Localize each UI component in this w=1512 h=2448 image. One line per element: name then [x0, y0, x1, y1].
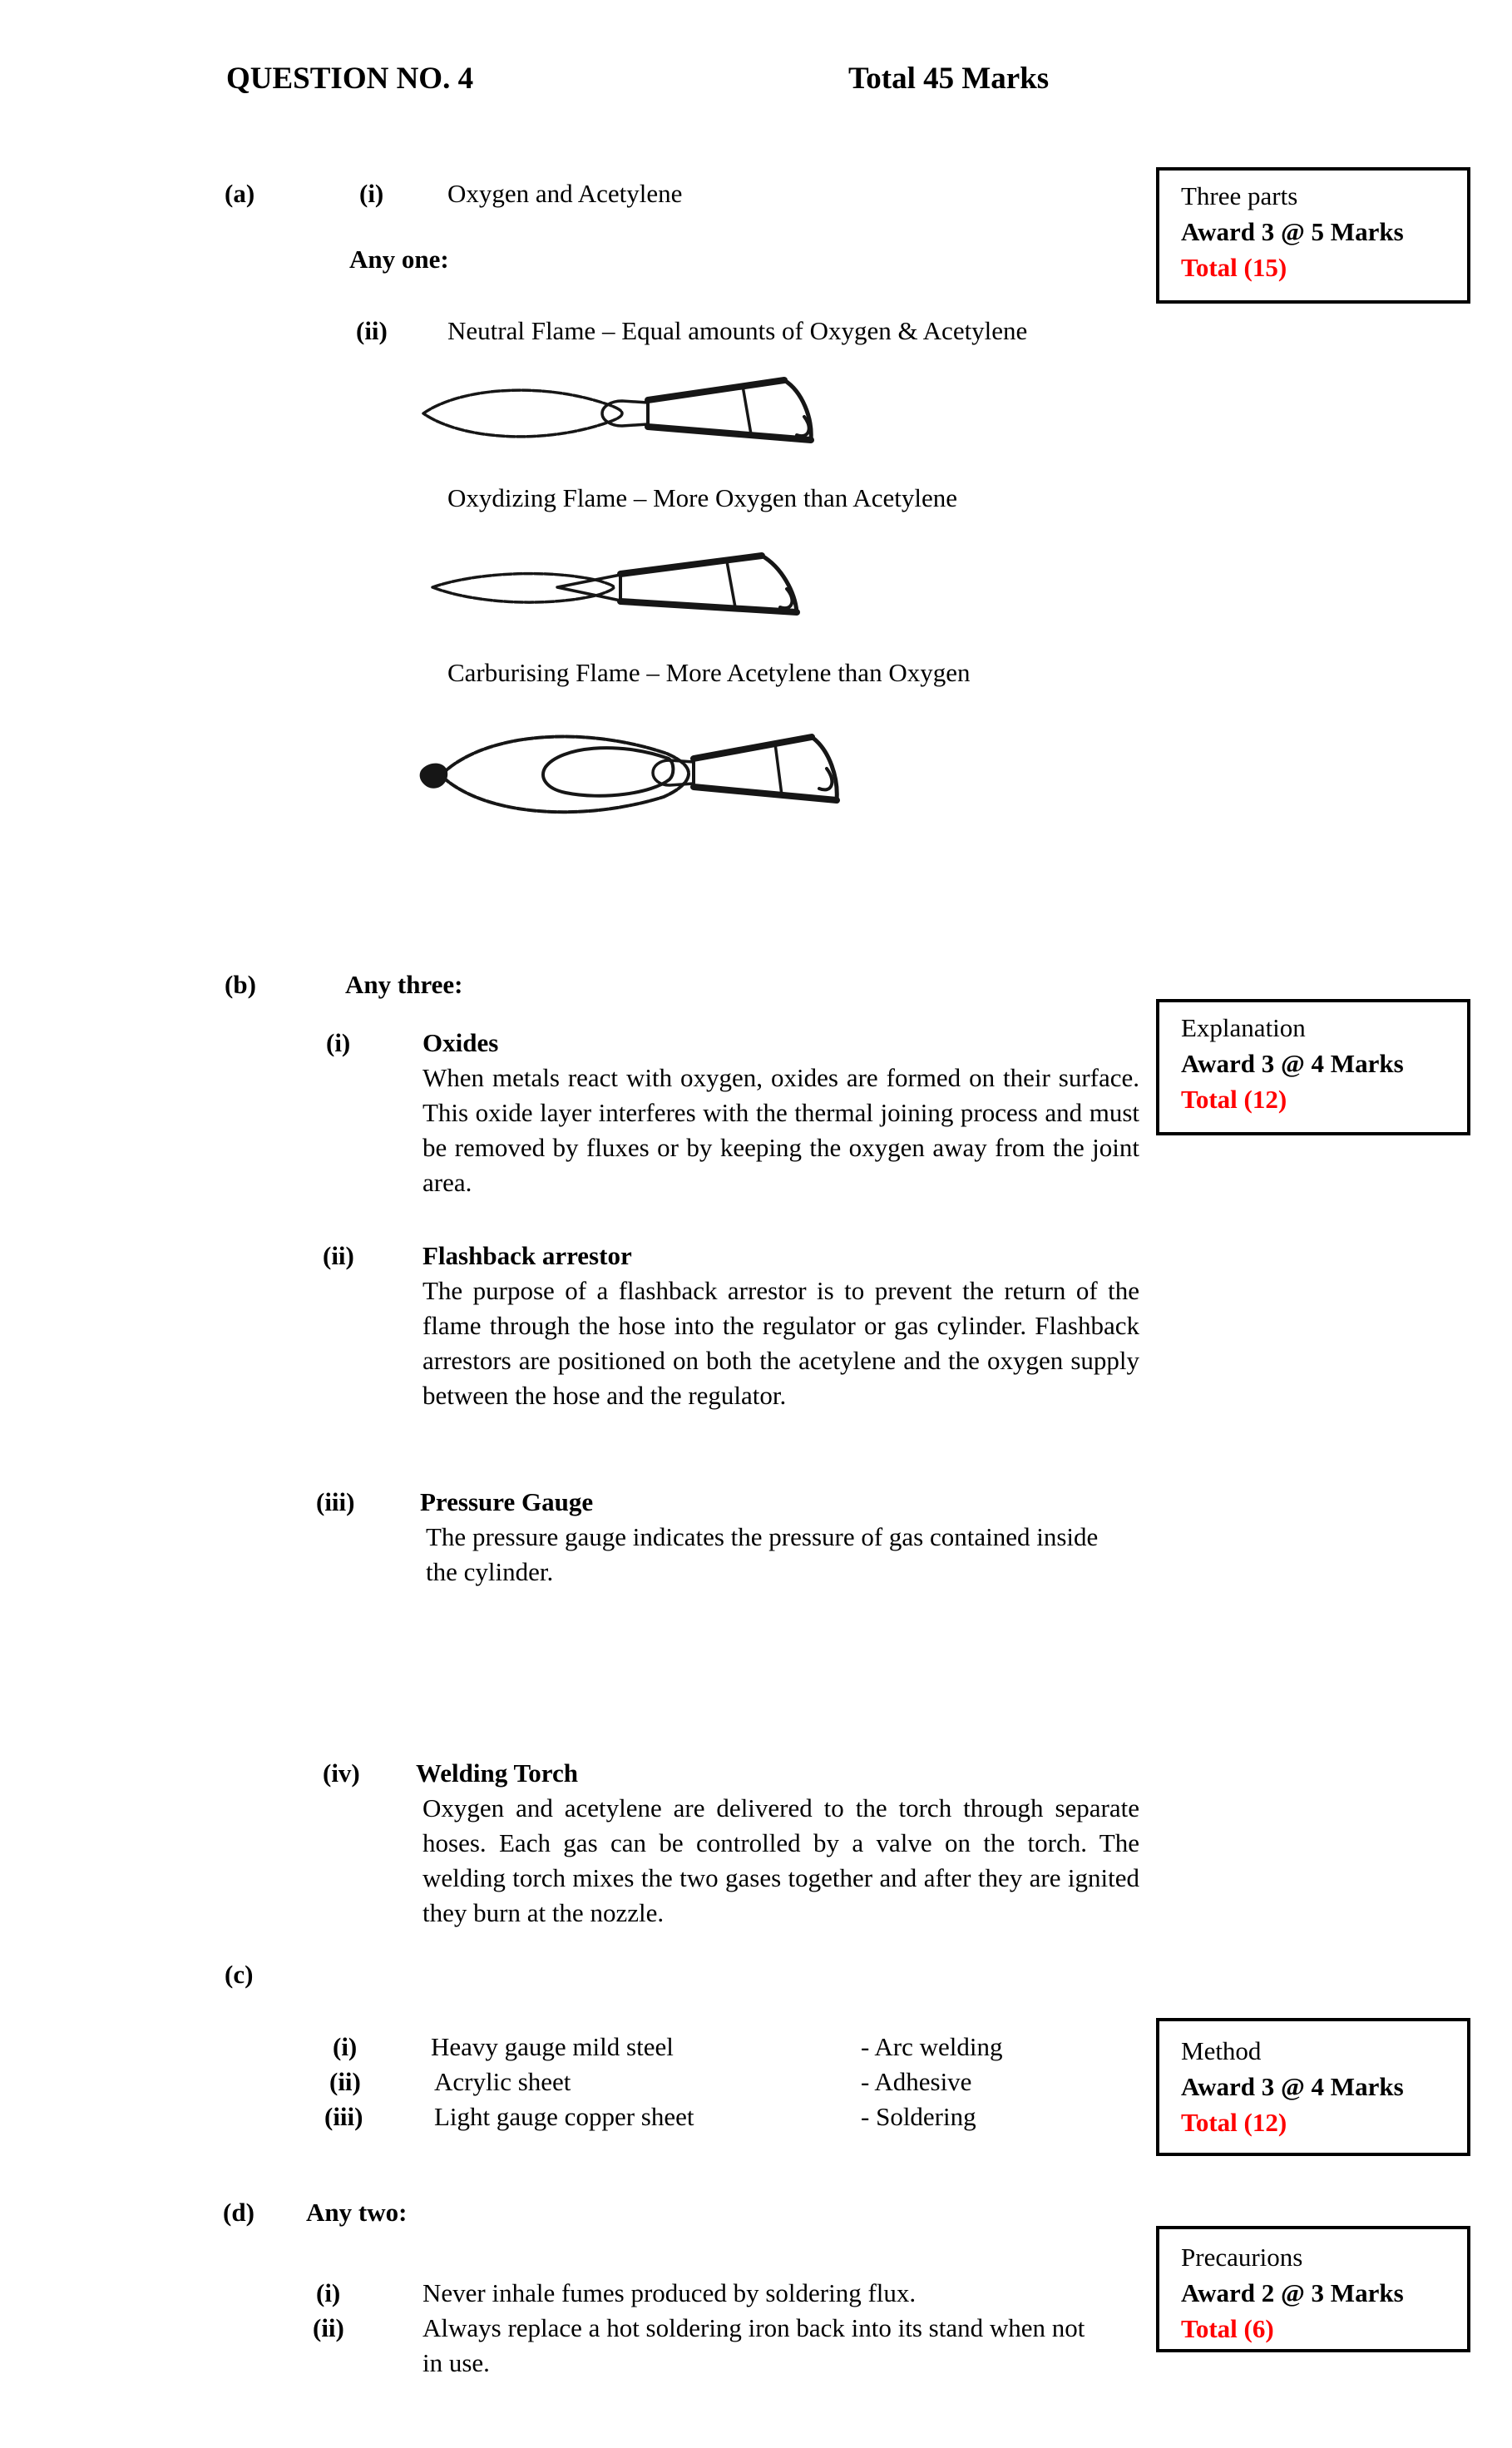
oxidizing-flame-diagram [426, 549, 885, 622]
d-item-i-text: Never inhale fumes produced by soldering flux. [422, 2278, 917, 2307]
b-item-ii-num: (ii) [323, 1241, 354, 1270]
marks-box-c-category: Method [1181, 2036, 1262, 2065]
neutral-flame-diagram [413, 370, 846, 453]
marks-box-a-award: Award 3 @ 5 Marks [1181, 217, 1404, 246]
b-item-i-heading: Oxides [422, 1028, 499, 1057]
section-a-item-ii-num: (ii) [356, 316, 388, 345]
section-c-letter: (c) [225, 1960, 254, 1989]
any-one-label: Any one: [349, 245, 449, 274]
carburising-flame-diagram [418, 714, 882, 838]
marks-box-c-award: Award 3 @ 4 Marks [1181, 2072, 1404, 2101]
c-row-2-method: - Adhesive [861, 2067, 972, 2096]
d-item-ii-num: (ii) [313, 2313, 344, 2342]
c-row-2-num: (ii) [329, 2067, 361, 2096]
marks-box-b-award: Award 3 @ 4 Marks [1181, 1049, 1404, 1078]
b-item-i-body: When metals react with oxygen, oxides are formed on their surface. This oxide layer interferes with the thermal joining process and must be removed by fluxes or by keeping the oxygen away from the joint area. [422, 1063, 1139, 1197]
marks-box-d-award: Award 2 @ 3 Marks [1181, 2278, 1404, 2307]
marks-box-b-total: Total (12) [1181, 1085, 1287, 1114]
marks-box-a-category: Three parts [1181, 181, 1298, 210]
c-row-3-num: (iii) [324, 2102, 363, 2131]
c-row-3-method: - Soldering [861, 2102, 976, 2131]
section-a-item-i-text: Oxygen and Acetylene [447, 179, 683, 208]
any-three-label: Any three: [345, 970, 463, 999]
c-row-1-method: - Arc welding [861, 2032, 1003, 2061]
b-item-iii-heading: Pressure Gauge [420, 1487, 594, 1516]
marks-box-section-b [1156, 999, 1470, 1135]
question-title: QUESTION NO. 4 [226, 62, 474, 96]
b-item-i-num: (i) [326, 1028, 351, 1057]
b-item-ii-body: The purpose of a flashback arrestor is to prevent the return of the flame through the hose into the regulator or gas cylinder. Flashback arrestors are positioned on both the acetylene and the oxygen supply between the hose and the regulator. [422, 1276, 1139, 1410]
d-item-i-num: (i) [316, 2278, 341, 2307]
marks-box-c-total: Total (12) [1181, 2108, 1287, 2137]
c-row-1-material: Heavy gauge mild steel [431, 2032, 674, 2061]
c-row-2-material: Acrylic sheet [434, 2067, 571, 2096]
b-item-iii-num: (iii) [316, 1487, 355, 1516]
marks-box-d-total: Total (6) [1181, 2314, 1274, 2343]
total-marks-label: Total 45 Marks [848, 62, 1050, 96]
b-item-iii-body: The pressure gauge indicates the pressure of gas contained inside the cylinder. [426, 1522, 1099, 1586]
c-row-1-num: (i) [333, 2032, 358, 2061]
marks-box-section-a [1156, 167, 1470, 304]
section-a-item-i-num: (i) [359, 179, 384, 208]
b-item-iv-body: Oxygen and acetylene are delivered to the torch through separate hoses. Each gas can be controlled by a valve on the torch. The welding torch mixes the two gases together and after they are ignited they burn at the nozzle. [422, 1793, 1139, 1927]
marks-box-a-total: Total (15) [1181, 253, 1287, 282]
section-b-letter: (b) [225, 970, 256, 999]
b-item-ii-heading: Flashback arrestor [422, 1241, 632, 1270]
any-two-label: Any two: [306, 2198, 408, 2227]
c-row-3-material: Light gauge copper sheet [434, 2102, 694, 2131]
carburising-flame-caption: Carburising Flame – More Acetylene than Oxygen [447, 658, 971, 687]
section-d-letter: (d) [223, 2198, 254, 2227]
marks-box-b-category: Explanation [1181, 1013, 1306, 1042]
marks-box-d-category: Precaurions [1181, 2243, 1303, 2272]
b-item-iv-heading: Welding Torch [416, 1758, 578, 1788]
section-a-letter: (a) [225, 179, 255, 208]
marks-box-section-c [1156, 2018, 1470, 2156]
neutral-flame-caption: Neutral Flame – Equal amounts of Oxygen & Acetylene [447, 316, 1028, 345]
b-item-iv-num: (iv) [323, 1758, 360, 1788]
marks-box-section-d [1156, 2226, 1470, 2352]
d-item-ii-text: Always replace a hot soldering iron back into its stand when not in use. [422, 2313, 1085, 2377]
oxidizing-flame-caption: Oxydizing Flame – More Oxygen than Acetylene [447, 483, 957, 512]
